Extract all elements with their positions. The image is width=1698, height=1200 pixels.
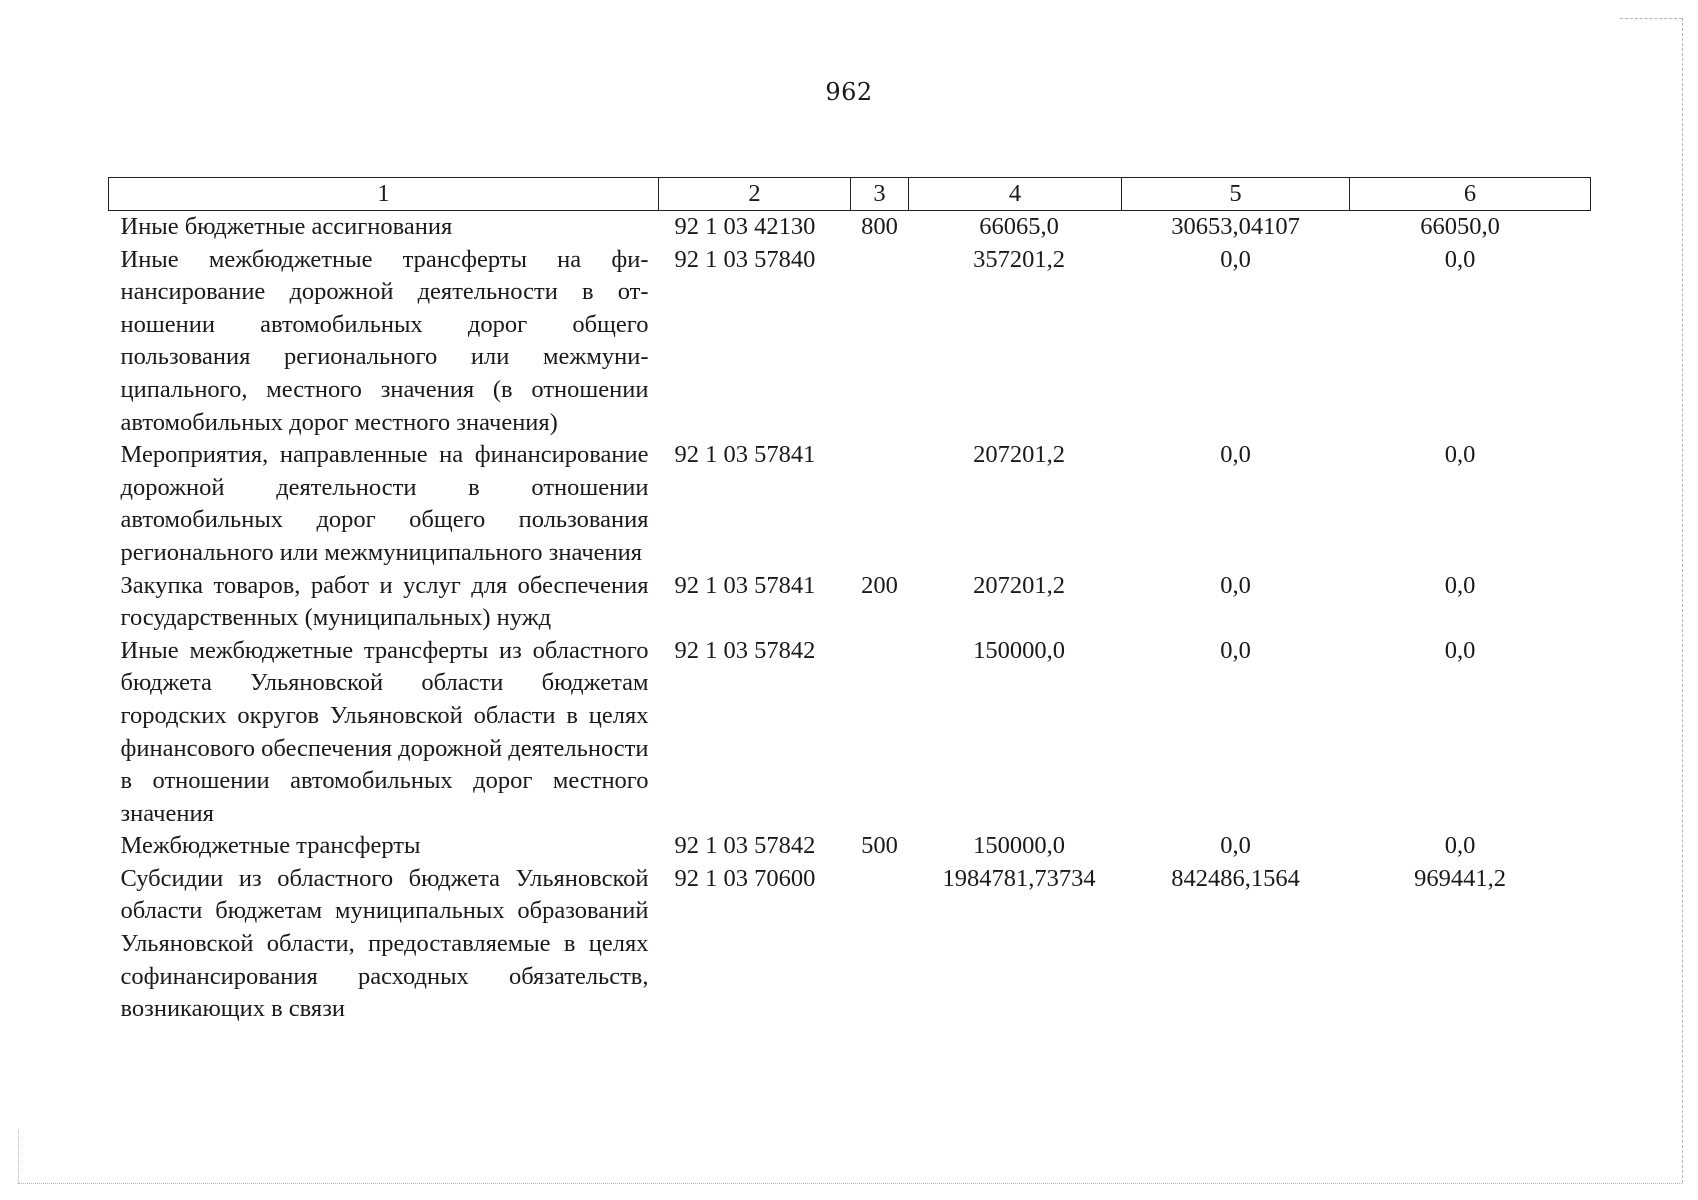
row-value-4: 150000,0 — [973, 636, 1065, 664]
scan-edge-top — [1620, 18, 1682, 19]
row-value-6: 0,0 — [1444, 636, 1476, 664]
table-header — [109, 178, 1591, 211]
scan-edge-right — [1682, 18, 1683, 1183]
row-value-5: 0,0 — [1220, 441, 1251, 469]
table-row — [109, 863, 1591, 1026]
row-value-5: 0,0 — [1220, 832, 1251, 860]
header-row — [109, 178, 1591, 211]
header-col-4: 4 — [909, 178, 1122, 211]
header-col-2: 2 — [659, 178, 851, 211]
table-row — [109, 570, 1591, 635]
header-col-6: 6 — [1350, 178, 1591, 211]
row-name: Иные бюджетные ассигнования — [120, 213, 453, 240]
row-code: 92 1 03 57841 — [674, 441, 816, 469]
row-name: Субсидии из областного бюджета Ульяновской области бюджетам муниципальных образований Ульяновской области, предоставляемые в целях софинансирования расходных обязательств, возникающих в связи — [120, 864, 649, 1023]
row-value-4: 207201,2 — [973, 571, 1065, 599]
row-name: Иные межбюджетные трансферты из областного бюджета Ульяновской области бюджетам городских округов Ульяновской области в целях финансового обеспечения дорожной деятельности в отношении автомобильных дорог местного значения — [120, 636, 649, 827]
header-col-5: 5 — [1122, 178, 1350, 211]
row-expense-type: 800 — [861, 213, 898, 240]
row-name: Межбюджетные трансферты — [120, 832, 421, 860]
row-expense-type: 500 — [861, 832, 898, 860]
row-name: Иные межбюджетные трансферты на финансирование дорожной деятельности в отношении автомобильных дорог общего пользования регионального или межмуниципального, местного значения (в отношении автомобильных дорог местного значения) — [120, 245, 649, 436]
row-code: 92 1 03 42130 — [674, 213, 816, 240]
row-expense-type — [851, 244, 909, 440]
row-value-4: 357201,2 — [973, 245, 1065, 273]
row-value-5: 0,0 — [1220, 245, 1251, 273]
row-value-4: 150000,0 — [973, 832, 1065, 860]
row-code: 92 1 03 70600 — [674, 864, 816, 892]
row-expense-type: 200 — [861, 571, 898, 599]
table-row — [109, 439, 1591, 569]
row-value-6: 0,0 — [1444, 571, 1476, 599]
row-value-6: 66050,0 — [1420, 213, 1500, 240]
table-row — [109, 635, 1591, 831]
table-row — [109, 244, 1591, 440]
scan-edge-bottom — [18, 1183, 1682, 1184]
row-code: 92 1 03 57842 — [674, 636, 816, 664]
page-number: 962 — [825, 78, 873, 106]
header-col-3: 3 — [851, 178, 909, 211]
scan-edge-left — [18, 1130, 19, 1183]
row-value-4: 1984781,73734 — [942, 864, 1096, 892]
row-value-5: 30653,04107 — [1171, 213, 1300, 240]
table-row — [109, 211, 1591, 244]
row-name: Закупка товаров, работ и услуг для обеспечения государственных (муниципальных) нужд — [120, 571, 649, 632]
row-expense-type — [851, 439, 909, 569]
row-value-5: 0,0 — [1220, 636, 1251, 664]
row-expense-type — [851, 635, 909, 831]
row-value-4: 207201,2 — [973, 441, 1065, 469]
row-code: 92 1 03 57840 — [674, 245, 816, 273]
row-value-5: 0,0 — [1220, 571, 1251, 599]
row-code: 92 1 03 57841 — [674, 571, 816, 599]
row-value-6: 0,0 — [1444, 441, 1476, 469]
row-expense-type — [851, 863, 909, 1026]
budget-table — [108, 177, 1591, 1026]
header-col-1: 1 — [109, 178, 659, 211]
table-body — [109, 211, 1591, 1026]
row-value-6: 0,0 — [1444, 832, 1476, 860]
row-code: 92 1 03 57842 — [674, 832, 816, 860]
row-value-6: 0,0 — [1444, 245, 1476, 273]
row-name: Мероприятия, направленные на финансирование дорожной деятельности в отношении автомобильных дорог общего пользования регионального или межмуниципального значения — [120, 441, 649, 566]
table-row — [109, 830, 1591, 863]
row-value-6: 969441,2 — [1414, 864, 1506, 892]
row-value-5: 842486,1564 — [1171, 864, 1300, 892]
row-value-4: 66065,0 — [979, 213, 1059, 240]
